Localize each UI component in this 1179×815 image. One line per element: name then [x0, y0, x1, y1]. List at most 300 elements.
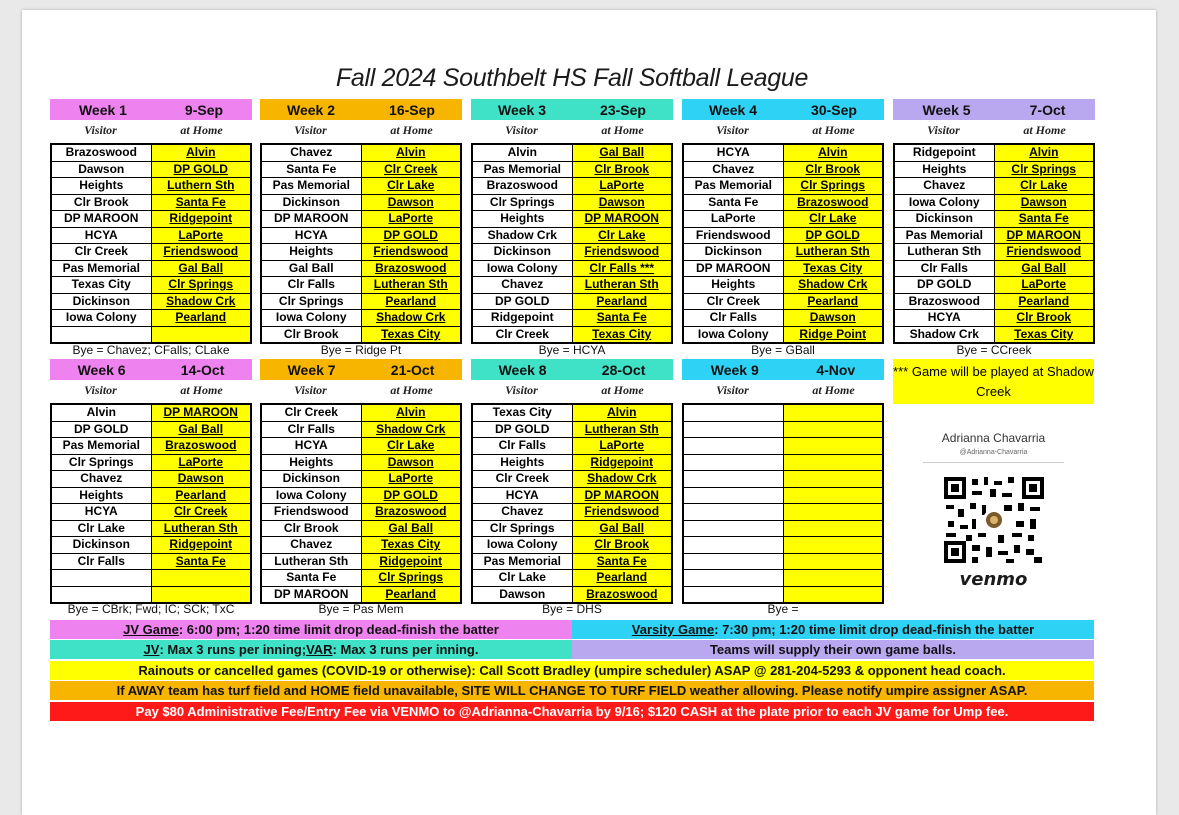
- home-team: Dawson: [361, 194, 461, 211]
- week-date: 30-Sep: [811, 101, 857, 118]
- visitor-team: Dickinson: [683, 244, 783, 261]
- home-team: Ridgepoint: [151, 537, 251, 554]
- table-row: [683, 161, 883, 178]
- visitor-team: Clr Springs: [51, 454, 151, 471]
- visitor-team: Dickinson: [261, 194, 361, 211]
- table-row: [472, 553, 672, 570]
- visitor-team: [683, 586, 783, 603]
- week-label: Week 6: [77, 361, 126, 378]
- table-row: [894, 326, 1094, 343]
- visitor-team: DP MAROON: [261, 586, 361, 603]
- table-row: [683, 211, 883, 228]
- table-row: [894, 178, 1094, 195]
- visitor-team: Texas City: [51, 277, 151, 294]
- table-row: [472, 471, 672, 488]
- visitor-team: Clr Springs: [261, 293, 361, 310]
- visitor-team: Iowa Colony: [51, 310, 151, 327]
- table-row: [51, 520, 251, 537]
- home-team: Texas City: [361, 537, 461, 554]
- home-team: Clr Springs: [994, 161, 1094, 178]
- bye-note: Bye = Chavez; CFalls; CLake: [72, 343, 230, 357]
- table-row: [894, 144, 1094, 161]
- home-team: [783, 471, 883, 488]
- visitor-team: HCYA: [51, 504, 151, 521]
- visitor-team: Heights: [51, 487, 151, 504]
- week-date: 9-Sep: [184, 101, 224, 118]
- visitor-team: Heights: [261, 244, 361, 261]
- home-team: Clr Springs: [783, 178, 883, 195]
- visitor-team: Brazoswood: [472, 178, 572, 195]
- table-row: [51, 260, 251, 277]
- home-team: Ridgepoint: [572, 454, 672, 471]
- matchup-table: [471, 403, 673, 604]
- home-team: DP GOLD: [783, 227, 883, 244]
- table-row: [472, 454, 672, 471]
- table-row: [51, 293, 251, 310]
- visitor-team: [683, 537, 783, 554]
- table-row: [683, 144, 883, 161]
- visitor-team: Iowa Colony: [472, 260, 572, 277]
- visitor-team: Dickinson: [51, 537, 151, 554]
- home-team: Pearland: [572, 570, 672, 587]
- table-row: [51, 570, 251, 587]
- visitor-team: [51, 326, 151, 343]
- home-header: at Home: [180, 383, 223, 397]
- week-header: [50, 359, 252, 380]
- divider: [923, 462, 1064, 463]
- home-team: [783, 586, 883, 603]
- matchup-table: [471, 143, 673, 344]
- week-date: 21-Oct: [390, 361, 435, 378]
- column-headers: [682, 120, 884, 141]
- week-date: 28-Oct: [601, 361, 646, 378]
- visitor-team: Clr Brook: [261, 520, 361, 537]
- visitor-team: Brazoswood: [51, 144, 151, 161]
- home-team: Pearland: [151, 487, 251, 504]
- home-team: [151, 326, 251, 343]
- table-row: [261, 161, 461, 178]
- table-row: [472, 520, 672, 537]
- home-team: Clr Brook: [572, 537, 672, 554]
- week-block: [471, 359, 673, 604]
- home-team: Ridge Point: [783, 326, 883, 343]
- home-team: Brazoswood: [572, 586, 672, 603]
- visitor-team: Heights: [472, 211, 572, 228]
- table-row: [261, 277, 461, 294]
- matchup-table: [260, 403, 462, 604]
- home-team: LaPorte: [572, 438, 672, 455]
- visitor-team: LaPorte: [683, 211, 783, 228]
- varsity-game-rule: [572, 620, 1094, 639]
- home-team: Lutheran Sth: [572, 277, 672, 294]
- home-team: Friendswood: [994, 244, 1094, 261]
- visitor-team: Shadow Crk: [472, 227, 572, 244]
- home-team: Friendswood: [572, 244, 672, 261]
- runs-rule: [50, 640, 572, 659]
- table-row: [51, 537, 251, 554]
- home-team: Brazoswood: [151, 438, 251, 455]
- table-row: [683, 471, 883, 488]
- jv-game-label: JV Game: [123, 622, 179, 637]
- visitor-header: Visitor: [505, 383, 538, 397]
- home-team: Gal Ball: [572, 520, 672, 537]
- table-row: [894, 244, 1094, 261]
- table-row: [472, 438, 672, 455]
- table-row: [261, 421, 461, 438]
- table-row: [51, 244, 251, 261]
- visitor-team: DP GOLD: [472, 293, 572, 310]
- visitor-team: Alvin: [472, 144, 572, 161]
- home-team: Ridgepoint: [151, 211, 251, 228]
- visitor-team: [683, 520, 783, 537]
- venmo-logo: venmo: [959, 569, 1028, 590]
- home-team: [783, 520, 883, 537]
- visitor-team: Alvin: [51, 404, 151, 421]
- table-row: [683, 487, 883, 504]
- home-team: [783, 438, 883, 455]
- visitor-team: Iowa Colony: [683, 326, 783, 343]
- note-box: *** Game will be played at Shadow Creek: [893, 359, 1094, 404]
- table-row: [51, 310, 251, 327]
- table-row: [51, 227, 251, 244]
- visitor-team: Chavez: [472, 504, 572, 521]
- visitor-team: Pas Memorial: [472, 553, 572, 570]
- matchup-table: [893, 143, 1095, 344]
- bye-note: Bye =: [767, 602, 799, 616]
- visitor-team: Santa Fe: [683, 194, 783, 211]
- visitor-team: Texas City: [472, 404, 572, 421]
- visitor-team: Dawson: [51, 161, 151, 178]
- week-date: 14-Oct: [180, 361, 225, 378]
- visitor-team: Shadow Crk: [894, 326, 994, 343]
- home-team: [151, 570, 251, 587]
- table-row: [472, 326, 672, 343]
- visitor-team: DP GOLD: [472, 421, 572, 438]
- home-team: Gal Ball: [572, 144, 672, 161]
- visitor-header: Visitor: [927, 123, 960, 137]
- home-team: Dawson: [994, 194, 1094, 211]
- table-row: [261, 310, 461, 327]
- visitor-team: Clr Springs: [472, 194, 572, 211]
- bye-note: Bye = Ridge Pt: [320, 343, 402, 357]
- visitor-header: Visitor: [716, 383, 749, 397]
- visitor-team: Clr Creek: [51, 244, 151, 261]
- home-team: [783, 487, 883, 504]
- table-row: [472, 570, 672, 587]
- table-row: [51, 553, 251, 570]
- home-team: Santa Fe: [151, 194, 251, 211]
- table-row: [683, 293, 883, 310]
- home-team: Clr Brook: [783, 161, 883, 178]
- visitor-team: Dickinson: [261, 471, 361, 488]
- table-row: [894, 211, 1094, 228]
- table-row: [51, 326, 251, 343]
- column-headers: [260, 120, 462, 141]
- table-row: [261, 293, 461, 310]
- table-row: [261, 570, 461, 587]
- visitor-team: Santa Fe: [261, 570, 361, 587]
- visitor-team: Dawson: [472, 586, 572, 603]
- week-block: [682, 99, 884, 344]
- week-block: [260, 359, 462, 604]
- home-team: Lutheran Sth: [151, 520, 251, 537]
- home-team: Shadow Crk: [361, 421, 461, 438]
- home-header: at Home: [1023, 123, 1066, 137]
- visitor-team: DP MAROON: [261, 211, 361, 228]
- table-row: [683, 520, 883, 537]
- home-team: [783, 570, 883, 587]
- home-team: Brazoswood: [361, 504, 461, 521]
- table-row: [261, 260, 461, 277]
- home-team: DP MAROON: [151, 404, 251, 421]
- visitor-team: Clr Falls: [261, 421, 361, 438]
- home-team: Pearland: [783, 293, 883, 310]
- home-team: Clr Brook: [994, 310, 1094, 327]
- table-row: [894, 161, 1094, 178]
- table-row: [683, 504, 883, 521]
- visitor-team: Pas Memorial: [894, 227, 994, 244]
- week-header: [893, 99, 1095, 120]
- column-headers: [893, 120, 1095, 141]
- table-row: [472, 244, 672, 261]
- visitor-team: Ridgepoint: [472, 310, 572, 327]
- column-headers: [471, 380, 673, 401]
- visitor-team: Heights: [261, 454, 361, 471]
- table-row: [261, 471, 461, 488]
- home-team: Clr Falls ***: [572, 260, 672, 277]
- home-team: LaPorte: [361, 471, 461, 488]
- rainouts-rule: Rainouts or cancelled games (COVID-19 or otherwise): Call Scott Bradley (umpire scheduler) ASAP @ 281-204-5293 & opponent head coach.: [50, 661, 1094, 680]
- visitor-team: Clr Falls: [51, 553, 151, 570]
- visitor-team: Pas Memorial: [51, 438, 151, 455]
- home-team: Shadow Crk: [361, 310, 461, 327]
- visitor-team: Clr Lake: [51, 520, 151, 537]
- home-team: [783, 404, 883, 421]
- table-row: [683, 194, 883, 211]
- table-row: [261, 520, 461, 537]
- table-row: [894, 293, 1094, 310]
- visitor-team: Chavez: [683, 161, 783, 178]
- visitor-team: [683, 504, 783, 521]
- home-team: Alvin: [994, 144, 1094, 161]
- visitor-team: HCYA: [261, 227, 361, 244]
- week-header: [50, 99, 252, 120]
- week-block: [471, 99, 673, 344]
- table-row: [472, 404, 672, 421]
- home-team: Lutheran Sth: [783, 244, 883, 261]
- table-row: [261, 487, 461, 504]
- home-team: DP GOLD: [361, 487, 461, 504]
- bye-note: Bye = HCYA: [538, 343, 606, 357]
- visitor-team: Dickinson: [472, 244, 572, 261]
- home-team: [783, 537, 883, 554]
- home-team: [783, 504, 883, 521]
- table-row: [51, 144, 251, 161]
- home-header: at Home: [812, 383, 855, 397]
- week-date: 7-Oct: [1029, 101, 1066, 118]
- column-headers: [50, 120, 252, 141]
- week-date: 23-Sep: [600, 101, 646, 118]
- matchup-table: [260, 143, 462, 344]
- visitor-team: Clr Creek: [261, 404, 361, 421]
- visitor-header: Visitor: [716, 123, 749, 137]
- visitor-team: Pas Memorial: [261, 178, 361, 195]
- visitor-team: DP MAROON: [51, 211, 151, 228]
- table-row: [261, 537, 461, 554]
- bye-note: Bye = GBall: [751, 343, 815, 357]
- visitor-team: Dickinson: [894, 211, 994, 228]
- visitor-team: [683, 454, 783, 471]
- home-team: Santa Fe: [151, 553, 251, 570]
- table-row: [51, 438, 251, 455]
- home-team: Friendswood: [361, 244, 461, 261]
- matchup-table: [682, 403, 884, 604]
- table-row: [683, 454, 883, 471]
- home-team: Alvin: [783, 144, 883, 161]
- home-header: at Home: [601, 383, 644, 397]
- table-row: [894, 277, 1094, 294]
- table-row: [261, 144, 461, 161]
- visitor-header: Visitor: [294, 383, 327, 397]
- home-team: [783, 454, 883, 471]
- table-row: [261, 244, 461, 261]
- visitor-team: Clr Brook: [261, 326, 361, 343]
- table-row: [261, 194, 461, 211]
- home-team: Pearland: [361, 293, 461, 310]
- home-team: Santa Fe: [994, 211, 1094, 228]
- visitor-team: Chavez: [261, 537, 361, 554]
- home-team: Gal Ball: [994, 260, 1094, 277]
- home-team: Texas City: [994, 326, 1094, 343]
- visitor-team: HCYA: [51, 227, 151, 244]
- table-row: [51, 421, 251, 438]
- week-label: Week 8: [498, 361, 547, 378]
- table-row: [683, 421, 883, 438]
- home-header: at Home: [390, 383, 433, 397]
- home-team: Clr Springs: [151, 277, 251, 294]
- visitor-team: [683, 404, 783, 421]
- table-row: [261, 504, 461, 521]
- visitor-team: Heights: [51, 178, 151, 195]
- table-row: [51, 277, 251, 294]
- visitor-team: Santa Fe: [261, 161, 361, 178]
- home-team: DP GOLD: [361, 227, 461, 244]
- balls-rule: [572, 640, 1094, 659]
- visitor-team: Iowa Colony: [261, 310, 361, 327]
- visitor-team: Chavez: [261, 144, 361, 161]
- table-row: [51, 586, 251, 603]
- home-team: Brazoswood: [361, 260, 461, 277]
- page-title: Fall 2024 Southbelt HS Fall Softball League: [335, 64, 809, 92]
- table-row: [472, 487, 672, 504]
- visitor-team: Pas Memorial: [683, 178, 783, 195]
- home-team: Lutheran Sth: [572, 421, 672, 438]
- home-team: Alvin: [361, 404, 461, 421]
- week-header: [260, 359, 462, 380]
- home-team: DP GOLD: [151, 161, 251, 178]
- week-block: [682, 359, 884, 604]
- home-team: Clr Lake: [361, 438, 461, 455]
- table-row: [472, 227, 672, 244]
- column-headers: [682, 380, 884, 401]
- bye-note: Bye = CBrk; Fwd; IC; SCk; TxC: [67, 602, 235, 616]
- home-team: DP MAROON: [572, 211, 672, 228]
- bye-note: Bye = Pas Mem: [318, 602, 404, 616]
- var-runs-text: : Max 3 runs per inning.: [332, 642, 479, 657]
- visitor-team: HCYA: [894, 310, 994, 327]
- table-row: [261, 586, 461, 603]
- home-team: Alvin: [361, 144, 461, 161]
- home-team: Clr Brook: [572, 161, 672, 178]
- table-row: [261, 404, 461, 421]
- home-team: LaPorte: [361, 211, 461, 228]
- table-row: [51, 161, 251, 178]
- turf-rule: If AWAY team has turf field and HOME field unavailable, SITE WILL CHANGE TO TURF FIELD weather allowing. Please notify umpire assigner ASAP.: [50, 681, 1094, 700]
- column-headers: [50, 380, 252, 401]
- table-row: [683, 326, 883, 343]
- table-row: [51, 471, 251, 488]
- home-team: Clr Lake: [361, 178, 461, 195]
- table-row: [894, 310, 1094, 327]
- table-row: [472, 277, 672, 294]
- matchup-table: [50, 143, 252, 344]
- jv-runs-label: JV: [143, 642, 160, 657]
- table-row: [51, 504, 251, 521]
- week-date: 4-Nov: [816, 361, 856, 378]
- bye-note: Bye = DHS: [542, 602, 602, 616]
- jv-game-rule: [50, 620, 572, 639]
- visitor-team: Chavez: [51, 471, 151, 488]
- home-team: DP MAROON: [572, 487, 672, 504]
- week-label: Week 7: [287, 361, 336, 378]
- venmo-name: Adrianna Chavarria: [941, 431, 1046, 445]
- visitor-header: Visitor: [84, 383, 117, 397]
- home-team: Brazoswood: [783, 194, 883, 211]
- table-row: [472, 537, 672, 554]
- table-row: [51, 194, 251, 211]
- table-row: [472, 293, 672, 310]
- visitor-team: Pas Memorial: [51, 260, 151, 277]
- visitor-team: HCYA: [472, 487, 572, 504]
- table-row: [261, 553, 461, 570]
- visitor-team: [683, 553, 783, 570]
- home-team: Dawson: [361, 454, 461, 471]
- table-row: [51, 211, 251, 228]
- home-team: Clr Lake: [783, 211, 883, 228]
- home-team: Texas City: [361, 326, 461, 343]
- week-date: 16-Sep: [389, 101, 435, 118]
- jv-runs-text: : Max 3 runs per inning;: [159, 642, 307, 657]
- visitor-header: Visitor: [294, 123, 327, 137]
- visitor-team: [51, 570, 151, 587]
- visitor-team: Clr Creek: [472, 471, 572, 488]
- visitor-team: Clr Falls: [472, 438, 572, 455]
- visitor-team: [683, 438, 783, 455]
- home-team: Shadow Crk: [572, 471, 672, 488]
- game-times-band: [50, 620, 1094, 639]
- home-team: Texas City: [783, 260, 883, 277]
- table-row: [894, 194, 1094, 211]
- home-header: at Home: [812, 123, 855, 137]
- table-row: [683, 178, 883, 195]
- varsity-game-label: Varsity Game: [631, 622, 715, 637]
- week-header: [682, 359, 884, 380]
- table-row: [472, 586, 672, 603]
- table-row: [261, 178, 461, 195]
- home-team: Ridgepoint: [361, 553, 461, 570]
- home-team: Texas City: [572, 326, 672, 343]
- table-row: [683, 553, 883, 570]
